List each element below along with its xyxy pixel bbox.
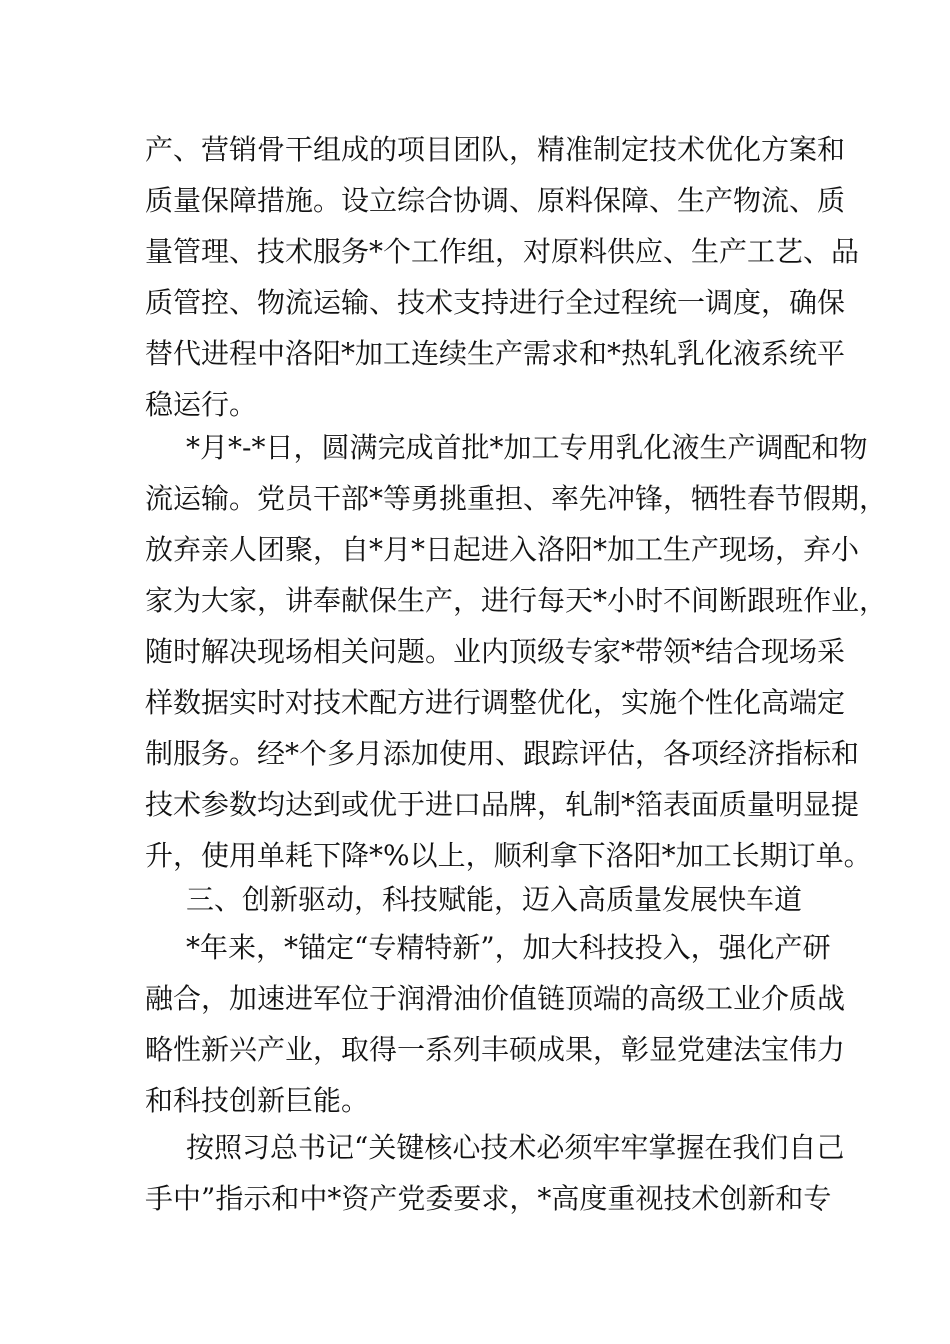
body-text-line: *月*-*日，圆满完成首批*加工专用乳化液生产调配和物 (186, 431, 868, 464)
body-text-line: 稳运行。 (145, 388, 258, 421)
body-text-line: 和科技创新巨能。 (145, 1084, 370, 1117)
body-text-line: 技术参数均达到或优于进口品牌，轧制*箔表面质量明显提 (145, 788, 860, 821)
body-text-line: 放弃亲人团聚，自*月*日起进入洛阳*加工生产现场，弃小 (145, 533, 860, 566)
body-text-line: 样数据实时对技术配方进行调整优化，实施个性化高端定 (145, 686, 846, 719)
body-text-line: 替代进程中洛阳*加工连续生产需求和*热轧乳化液系统平 (145, 337, 846, 370)
body-text-line: 随时解决现场相关问题。业内顶级专家*带领*结合现场采 (145, 635, 846, 668)
body-text-line: 按照习总书记“关键核心技术必须牢牢掌握在我们自己 (186, 1131, 845, 1164)
body-text-line: 手中”指示和中*资产党委要求，*高度重视技术创新和专 (145, 1182, 832, 1215)
body-text-line: 家为大家，讲奉献保生产，进行每天*小时不间断跟班作业， (145, 584, 888, 617)
body-text-line: 略性新兴产业，取得一系列丰硕成果，彰显党建法宝伟力 (145, 1033, 846, 1066)
body-text-line: 质量保障措施。设立综合协调、原料保障、生产物流、质 (145, 184, 846, 217)
body-text-line: 质管控、物流运输、技术支持进行全过程统一调度，确保 (145, 286, 846, 319)
section-heading: 三、创新驱动，科技赋能，迈入高质量发展快车道 (186, 883, 803, 916)
body-text-line: *年来，*锚定“专精特新”，加大科技投入，强化产研 (186, 931, 831, 964)
body-text-line: 流运输。党员干部*等勇挑重担、率先冲锋，牺牲春节假期， (145, 482, 888, 515)
body-text-line: 量管理、技术服务*个工作组，对原料供应、生产工艺、品 (145, 235, 860, 268)
body-text-line: 制服务。经*个多月添加使用、跟踪评估，各项经济指标和 (145, 737, 860, 770)
body-text-line: 融合，加速进军位于润滑油价值链顶端的高级工业介质战 (145, 982, 846, 1015)
body-text-line: 产、营销骨干组成的项目团队，精准制定技术优化方案和 (145, 133, 846, 166)
body-text-line: 升，使用单耗下降*%以上，顺利拿下洛阳*加工长期订单。 (145, 839, 872, 872)
